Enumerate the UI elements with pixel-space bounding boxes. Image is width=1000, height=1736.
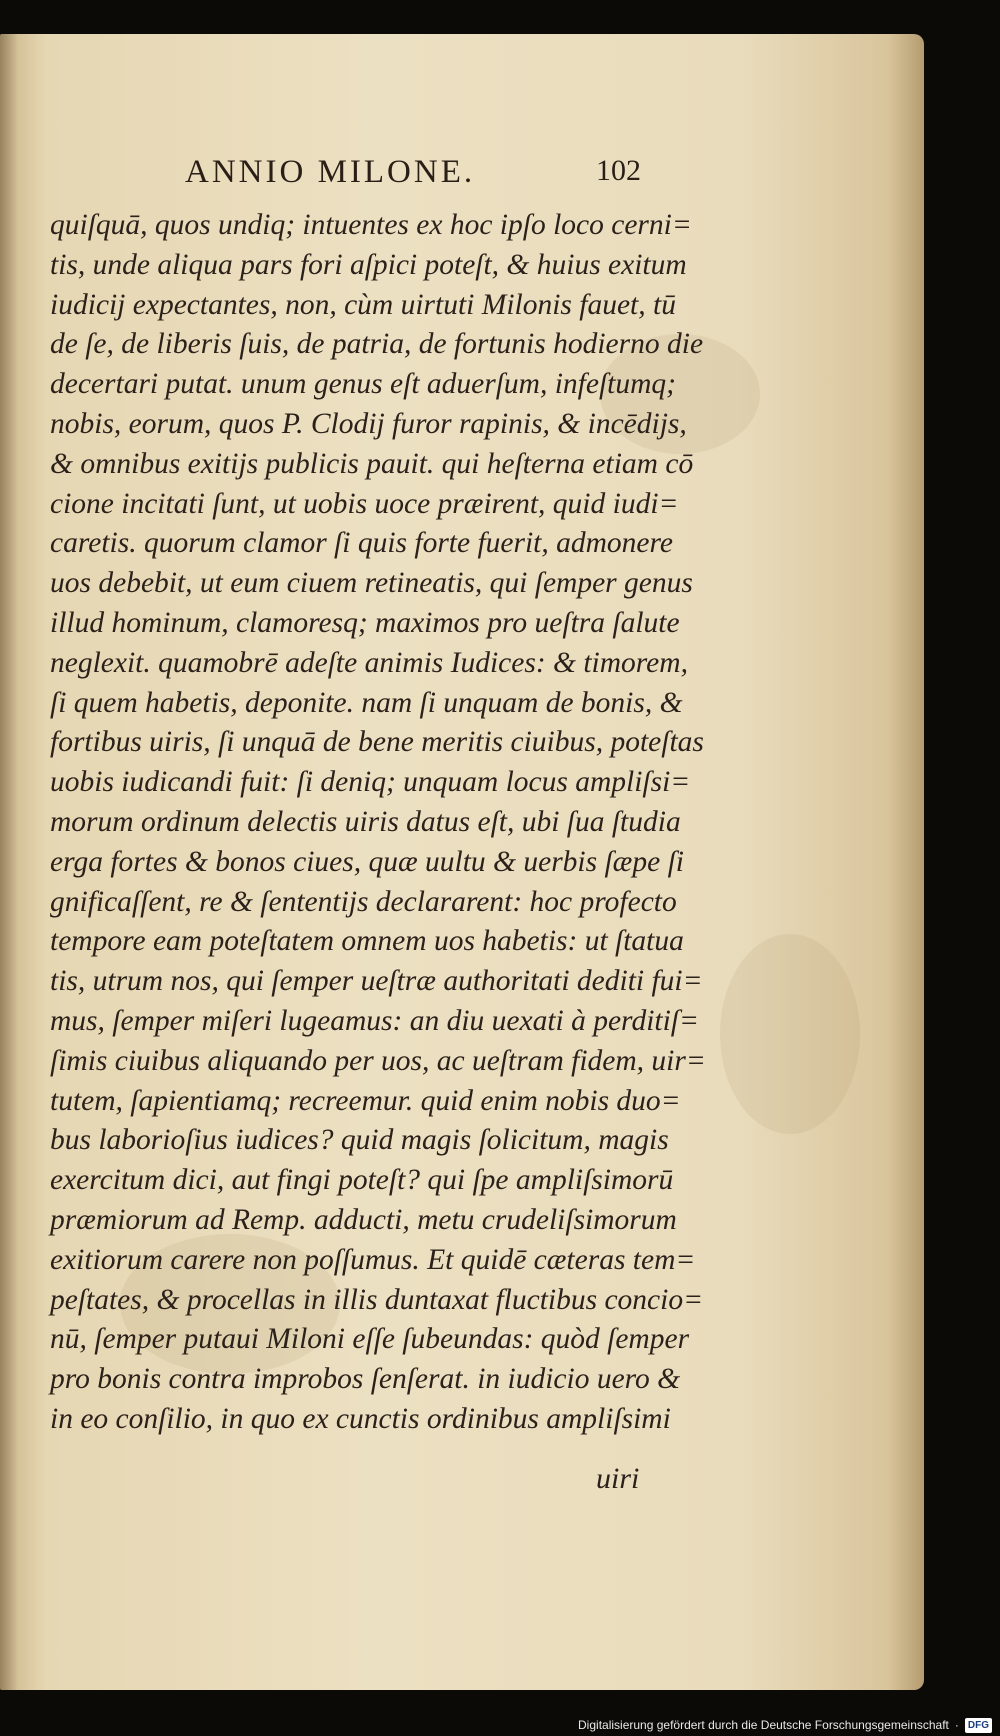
text-line: & omnibus exitijs publicis pauit. qui heſterna etiam cō [50,447,694,480]
body-text [50,206,706,1440]
paper-stain [720,934,860,1134]
text-line: fortibus uiris, ſi unquā de bene meritis ciuibus, poteſtas [50,726,704,759]
text-line: mus, ſemper miſeri lugeamus: an diu uexati à perditiſ= [50,1004,699,1037]
text-line: erga fortes & bonos ciues, quæ uultu & uerbis ſæpe ſi [50,845,684,878]
text-line: ſi quem habetis, deponite. nam ſi unquam de bonis, & [50,686,683,719]
text-line: nū, ſemper putaui Miloni eſſe ſubeundas: quòd ſemper [50,1323,690,1356]
text-line: nobis, eorum, quos P. Clodij furor rapinis, & incēdijs, [50,407,687,440]
text-line: peſtates, & procellas in illis duntaxat fluctibus concio= [50,1283,703,1316]
text-line: caretis. quorum clamor ſi quis forte fuerit, admonere [50,527,674,560]
text-line: decertari putat. unum genus eſt aduerſum, infeſtumq; [50,368,676,401]
text-line: de ſe, de liberis ſuis, de patria, de fortunis hodierno die [50,328,704,361]
catchword: uiri [596,1462,640,1495]
text-line: uos debebit, ut eum ciuem retineatis, qui ſemper genus [50,567,693,600]
separator: · [954,1718,959,1732]
text-line: uobis iudicandi fuit: ſi deniq; unquam locus ampliſsi= [50,766,691,799]
text-line: ſimis ciuibus aliquando per uos, ac ueſtram fidem, uir= [50,1044,706,1077]
text-line: exercitum dici, aut fingi poteſt? qui ſpe ampliſsimorū [50,1164,674,1197]
text-line: morum ordinum delectis uiris datus eſt, ubi ſua ſtudia [50,805,681,838]
text-line: bus laborioſius iudices? quid magis ſolicitum, magis [50,1124,669,1157]
text-line: tis, unde aliqua pars fori aſpici poteſt, & huius exitum [50,248,687,281]
text-line: tempore eam poteſtatem omnem uos habetis: ut ſtatua [50,925,684,958]
digitization-footer [578,1714,1000,1736]
text-line: præmiorum ad Remp. adducti, metu crudeliſsimorum [50,1203,677,1236]
dfg-logo: DFG [965,1718,992,1733]
text-line: quiſquā, quos undiq; intuentes ex hoc ipſo loco cerni= [50,209,692,241]
text-line: in eo conſilio, in quo ex cunctis ordinibus ampliſsimi [50,1402,671,1435]
text-line: tis, utrum nos, qui ſemper ueſtræ authoritati dediti fui= [50,965,703,998]
text-line: exitiorum carere non poſſumus. Et quidē cæteras tem= [50,1243,696,1276]
gutter-shadow [0,34,18,1690]
text-line: illud hominum, clamoresq; maximos pro ueſtra ſalute [50,606,680,639]
text-line: pro bonis contra improbos ſenſerat. in iudicio uero & [50,1363,681,1396]
text-line: gnificaſſent, re & ſententijs declararent: hoc profecto [50,885,677,918]
footer-credit-text: Digitalisierung gefördert durch die Deutsche Forschungsgemeinschaft [578,1718,949,1732]
text-line: neglexit. quamobrē adeſte animis Iudices: & timorem, [50,646,688,679]
running-head: ANNIO MILONE. [185,154,476,190]
text-line: cione incitati ſunt, ut uobis uoce præirent, quid iudi= [50,487,679,520]
page-number: 102 [596,154,641,187]
text-line: tutem, ſapientiamq; recreemur. quid enim nobis duo= [50,1084,681,1117]
text-line: iudicij expectantes, non, cùm uirtuti Milonis fauet, tū [50,288,676,321]
book-page [0,34,924,1690]
